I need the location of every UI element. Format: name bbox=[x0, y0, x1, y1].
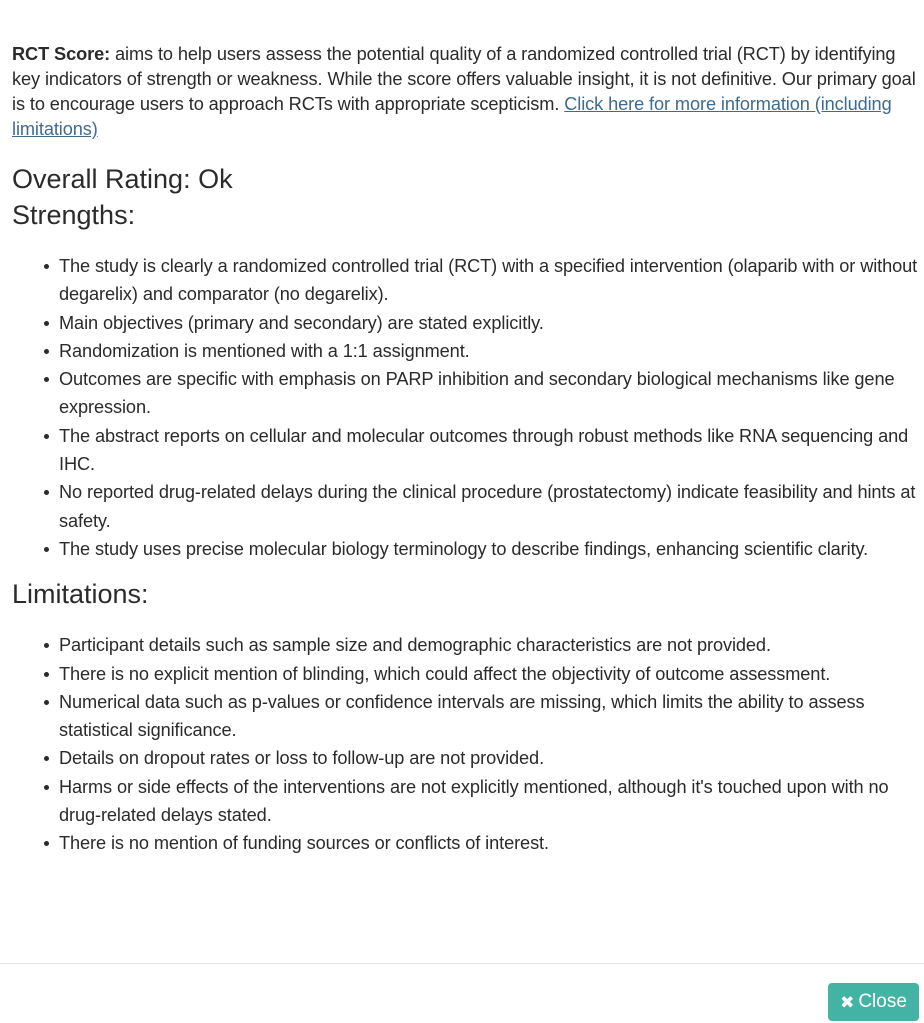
strength-item: Main objectives (primary and secondary) are stated explicitly. bbox=[59, 309, 924, 337]
limitation-item: Harms or side effects of the interventions are not explicitly mentioned, although it's touched upon with no drug-related delays stated. bbox=[59, 773, 924, 830]
rct-score-text: aims to help users assess the potential quality of a randomized controlled trial (RCT) by identifying key indicators of strength or weakness. While the score offers valuable insight, it is not definitive. Our primary goal is to encourage users to approach RCTs with appropriate scepticism. bbox=[12, 44, 916, 114]
strength-item: No reported drug-related delays during the clinical procedure (prostatectomy) indicate feasibility and hints at safety. bbox=[59, 478, 924, 535]
limitation-item: Participant details such as sample size and demographic characteristics are not provided. bbox=[59, 631, 924, 659]
close-button[interactable] bbox=[828, 983, 919, 1021]
strength-item: The study uses precise molecular biology terminology to describe findings, enhancing scientific clarity. bbox=[59, 535, 924, 563]
strengths-heading: Strengths: bbox=[12, 200, 136, 230]
limitation-item: Details on dropout rates or loss to follow-up are not provided. bbox=[59, 744, 924, 772]
limitations-list bbox=[12, 631, 924, 857]
strength-item: Outcomes are specific with emphasis on PARP inhibition and secondary biological mechanisms like gene expression. bbox=[59, 365, 924, 422]
close-icon: ✖ bbox=[840, 992, 855, 1012]
rct-score-description bbox=[12, 42, 924, 142]
overall-rating-heading: Overall Rating: Ok bbox=[12, 164, 233, 194]
close-button-label: Close bbox=[858, 991, 907, 1012]
strength-item: The study is clearly a randomized controlled trial (RCT) with a specified intervention (olaparib with or without degarelix) and comparator (no degarelix). bbox=[59, 252, 924, 309]
limitation-item: There is no explicit mention of blinding, which could affect the objectivity of outcome assessment. bbox=[59, 660, 924, 688]
strengths-list bbox=[12, 252, 924, 563]
strength-item: The abstract reports on cellular and molecular outcomes through robust methods like RNA sequencing and IHC. bbox=[59, 422, 924, 479]
more-information-link[interactable]: Click here for more information (including limitations) bbox=[12, 94, 892, 139]
footer-divider bbox=[0, 963, 924, 964]
limitations-heading: Limitations: bbox=[12, 579, 149, 610]
strength-item: Randomization is mentioned with a 1:1 assignment. bbox=[59, 337, 924, 365]
limitation-item: There is no mention of funding sources or conflicts of interest. bbox=[59, 829, 924, 857]
limitation-item: Numerical data such as p-values or confidence intervals are missing, which limits the ability to assess statistical significance. bbox=[59, 688, 924, 745]
modal-body bbox=[12, 42, 924, 858]
rct-score-label: RCT Score: bbox=[12, 44, 111, 64]
